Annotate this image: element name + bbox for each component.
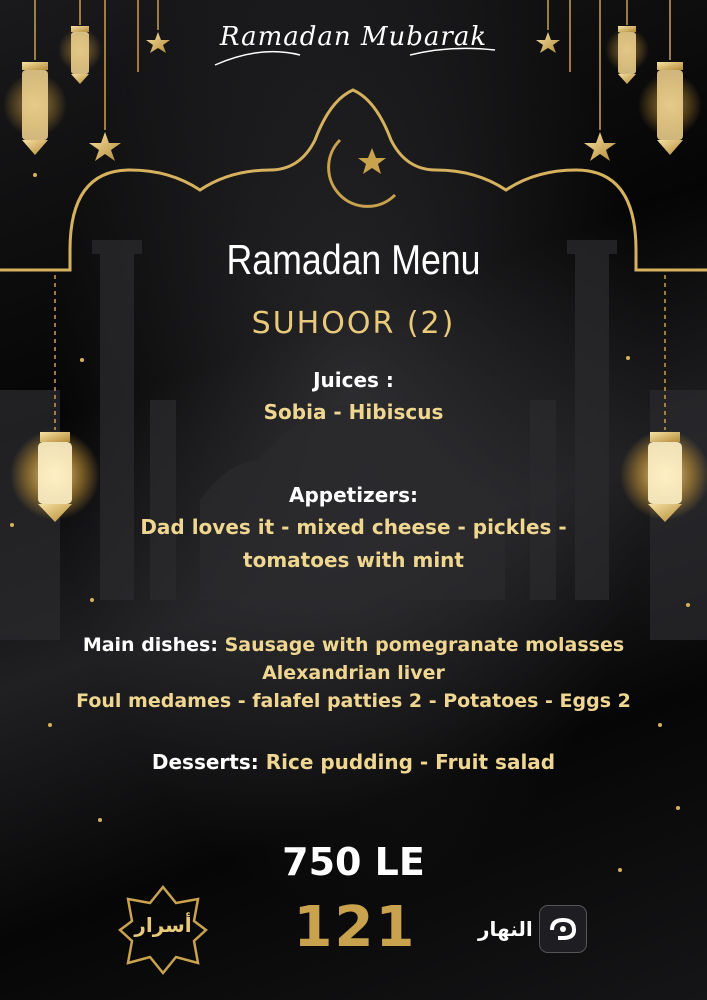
left-logo [118,885,208,975]
right-logo-text: النهار [478,917,533,941]
star-icon [584,132,616,161]
lantern-icon [638,62,702,155]
main-dishes-line-1: Sausage with pomegranate molasses [224,634,625,656]
appetizers-line-1: Dad loves it - mixed cheese - pickles - [140,515,567,539]
crescent-icon [124,75,158,113]
appetizers-line-2: tomatoes with mint [243,548,464,572]
menu-number: 121 [293,895,417,960]
star-icon [89,132,121,161]
menu-title: Ramadan Menu [226,236,481,283]
mosque-silhouette [0,240,707,640]
juices-label: Juices : [313,368,394,392]
main-dishes-label: Main dishes: [82,634,218,656]
crescent-emblem-icon [329,140,395,206]
desserts-row [0,750,707,774]
left-logo-text: أسرار [134,913,192,937]
crescent-icon [549,75,583,113]
main-dishes-line-2: Alexandrian liver [262,662,445,684]
lantern-icon [3,62,67,155]
desserts-items: Rice pudding - Fruit salad [265,750,556,774]
main-dishes-line-3: Foul medames - falafel patties 2 - Potatoes - Eggs 2 [76,690,631,712]
lantern-icon [620,430,707,522]
appetizers-label: Appetizers: [288,483,419,507]
price: 750 LE [282,840,425,884]
main-dishes-row [0,634,707,656]
right-logo [478,905,587,953]
brand-script-title: Ramadan Mubarak [219,22,488,52]
juices-items: Sobia - Hibiscus [263,400,444,424]
desserts-label: Desserts: [151,750,259,774]
nahar-logo-icon [539,905,587,953]
menu-subtitle: SUHOOR (2) [251,306,456,341]
